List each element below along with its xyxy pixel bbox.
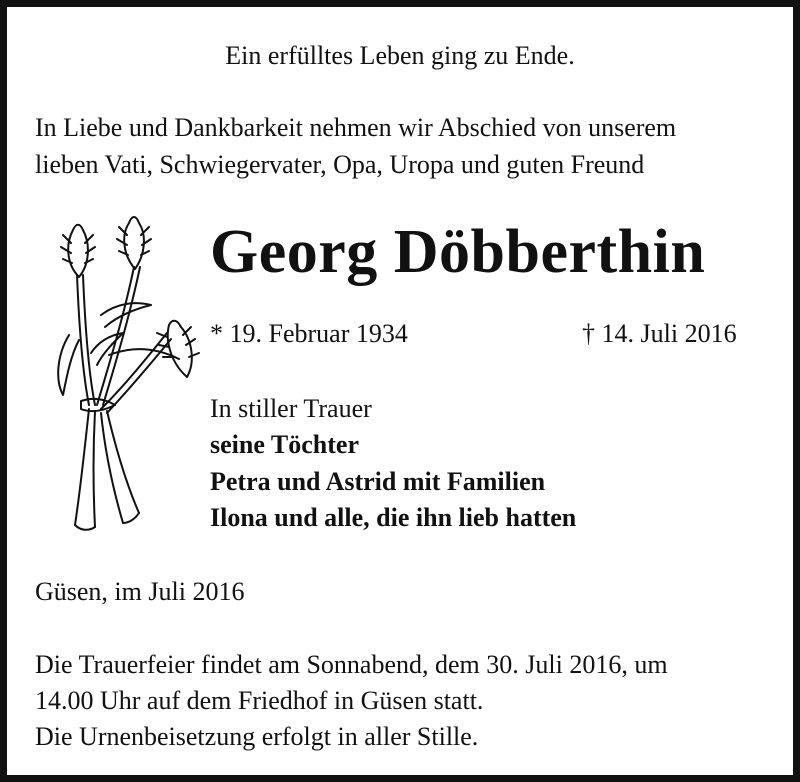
- wheat-sheaf-icon: [39, 205, 209, 543]
- funeral-info-line-3: Die Urnenbeisetzung erfolgt in aller Stille.: [35, 722, 479, 751]
- mourner-line: seine Töchter: [210, 430, 359, 459]
- mourner-line: Ilona und alle, die ihn lieb hatten: [210, 503, 577, 532]
- place-date: Güsen, im Juli 2016: [35, 577, 245, 606]
- funeral-info-line-2: 14.00 Uhr auf dem Friedhof in Güsen statt.: [35, 686, 484, 715]
- deceased-name: Georg Döbberthin: [210, 218, 706, 286]
- funeral-info-line-1: Die Trauerfeier findet am Sonnabend, dem 30. Juli 2016, um: [35, 650, 668, 679]
- mourning-intro: In stiller Trauer: [210, 394, 372, 423]
- death-date: † 14. Juli 2016: [582, 319, 737, 348]
- intro-line-1: In Liebe und Dankbarkeit nehmen wir Abschied von unserem: [35, 113, 677, 142]
- mourner-line: Petra und Astrid mit Familien: [210, 467, 546, 496]
- birth-date: * 19. Februar 1934: [210, 319, 408, 348]
- headline: Ein erfülltes Leben ging zu Ende.: [225, 41, 575, 70]
- intro-line-2: lieben Vati, Schwiegervater, Opa, Uropa und guten Freund: [35, 150, 645, 179]
